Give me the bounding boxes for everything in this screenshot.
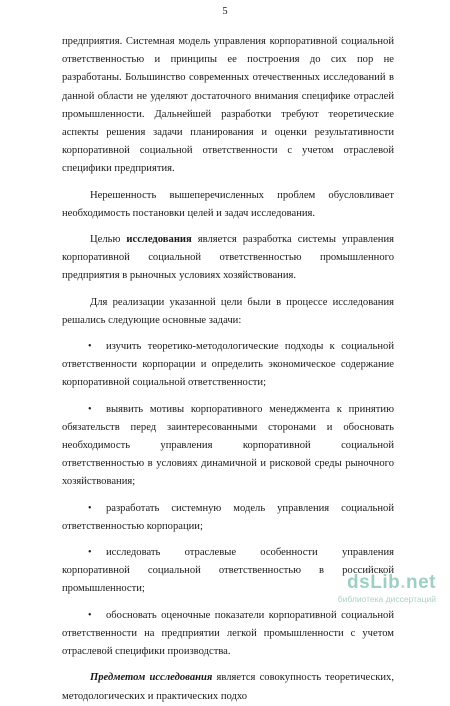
task-text: разработать системную модель управления социальной ответственностью корпорации;	[62, 502, 394, 532]
goal-keyword: исследования	[126, 234, 192, 246]
task-list-item	[62, 500, 394, 536]
bullet-icon: •	[88, 341, 92, 353]
bullet-icon: •	[88, 609, 92, 621]
paragraph-intro: предприятия. Системная модель управления корпоративной социальной ответственностью и принципы ее построения до сих пор не разработаны. Большинство современных отечественных исследований в данной области не уделяют достаточного внимания специфике отраслей промышленности. Дальнейшей разработки требуют теоретические аспекты решения задачи планирования и оценки результативности корпоративной социальной ответственности с учетом отраслевой специфики предприятия.	[62, 36, 394, 175]
subject-keyword: Предметом исследования	[90, 672, 213, 684]
bullet-icon: •	[88, 502, 92, 514]
paragraph-goal	[62, 231, 394, 286]
bullet-icon: •	[88, 547, 92, 559]
page-number: 5	[222, 6, 228, 17]
task-text: выявить мотивы корпоративного менеджмента к принятию обязательств перед заинтересованными сторонами и обосновать необходимость управления корпоративной социальной ответственностью в условиях динамичной и рисковой среды рыночного хозяйствования;	[62, 403, 394, 488]
paragraph-tasks-intro: Для реализации указанной цели были в процессе исследования решались следующие основные задачи:	[62, 296, 394, 326]
task-list-item	[62, 401, 394, 492]
goal-lead: Целью	[90, 234, 127, 246]
task-list-item	[62, 338, 394, 393]
task-text: обосновать оценочные показатели корпоративной социальной ответственности на предприятии легкой промышленности с учетом отраслевой специфики производства.	[62, 609, 394, 658]
dslib-logo: dsLib.net	[347, 572, 436, 593]
task-list-item	[62, 607, 394, 662]
dslib-watermark	[312, 572, 436, 606]
paragraph-subject	[62, 669, 394, 705]
goal-rest: является разработка системы управления корпоративной социальной ответственностью промышленного предприятия в рыночных условиях хозяйствования.	[62, 234, 394, 282]
dslib-subtitle: библиотека диссертаций	[337, 594, 436, 604]
subject-rest: является совокупность теоретических, методологических и практических подхо	[62, 672, 394, 702]
bullet-icon: •	[88, 403, 92, 415]
paragraph-problems: Нерешенность вышеперечисленных проблем обусловливает необходимость постановки целей и задач исследования.	[62, 189, 394, 219]
task-text: исследовать отраслевые особенности управления корпоративной социальной ответственностью в российской промышленности;	[62, 547, 394, 595]
task-text: изучить теоретико-методологические подходы к социальной ответственности корпорации и определить экономическое содержание корпоративной социальной ответственности;	[62, 341, 394, 389]
